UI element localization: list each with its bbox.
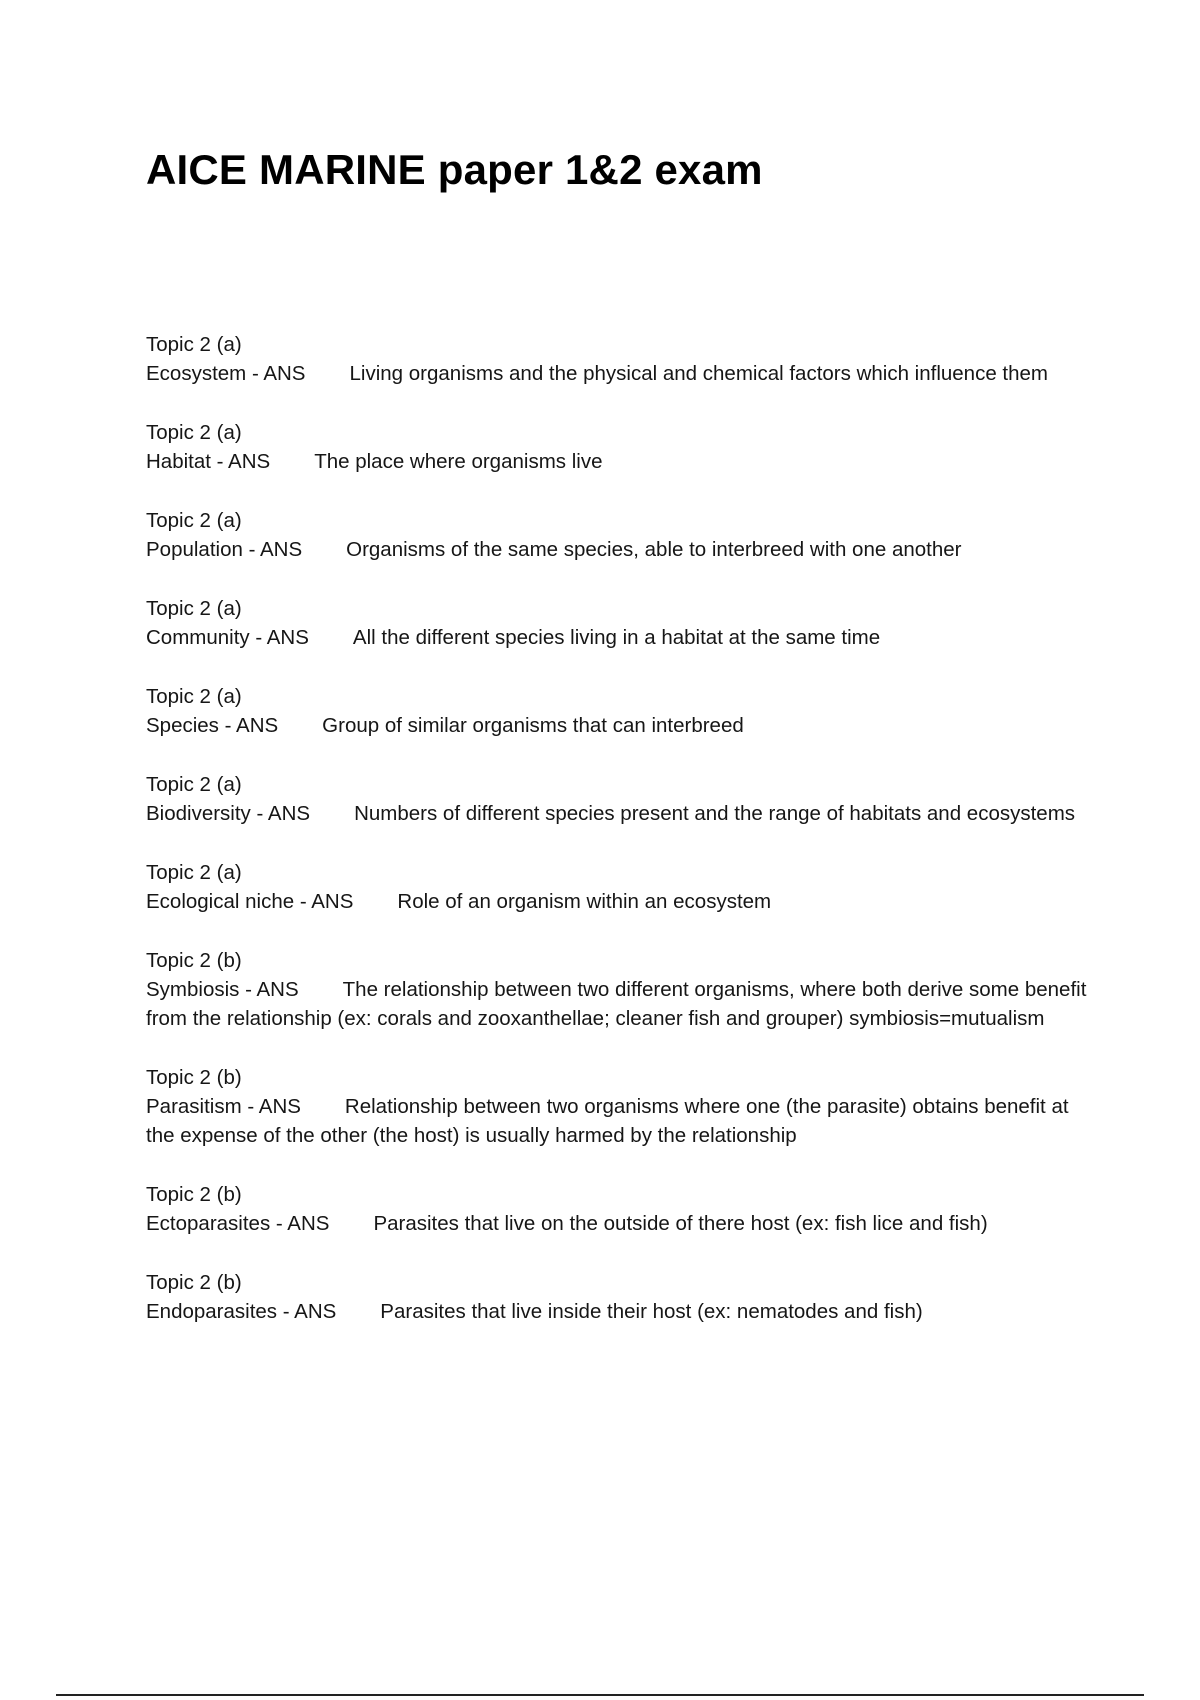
topic-label: Topic 2 (a) (146, 685, 242, 708)
topic-label: Topic 2 (a) (146, 421, 242, 444)
list-item (146, 594, 1096, 652)
page-title: AICE MARINE paper 1&2 exam (146, 146, 763, 193)
term-label: Ecosystem - ANS (146, 362, 306, 385)
definition-text: Group of similar organisms that can interbreed (322, 714, 744, 737)
term-label: Species - ANS (146, 714, 279, 737)
list-item (146, 1180, 1096, 1238)
flashcard-list (146, 330, 1096, 1356)
list-item (146, 946, 1101, 1033)
term-label: Community - ANS (146, 626, 309, 649)
definition-text: Living organisms and the physical and chemical factors which influence them (349, 362, 1049, 385)
definition-text: Parasites that live on the outside of there host (ex: fish lice and fish) (373, 1212, 988, 1235)
list-item (146, 1063, 1091, 1150)
definition-text: Parasites that live inside their host (ex: nematodes and fish) (380, 1300, 923, 1323)
term-label: Parasitism - ANS (146, 1095, 301, 1118)
topic-label: Topic 2 (b) (146, 1066, 242, 1089)
list-item (146, 418, 1096, 476)
term-label: Ecological niche - ANS (146, 890, 354, 913)
term-label: Ectoparasites - ANS (146, 1212, 330, 1235)
term-label: Symbiosis - ANS (146, 978, 299, 1001)
list-item (146, 770, 1096, 828)
topic-label: Topic 2 (b) (146, 1183, 242, 1206)
term-label: Endoparasites - ANS (146, 1300, 337, 1323)
term-label: Habitat - ANS (146, 450, 271, 473)
definition-text: Numbers of different species present and the range of habitats and ecosystems (354, 802, 1076, 825)
list-item (146, 858, 1096, 916)
definition-text: Relationship between two organisms where one (the parasite) obtains benefit at the expense of the other (the host) is usually harmed by the relationship (146, 1095, 1069, 1147)
topic-label: Topic 2 (b) (146, 949, 242, 972)
definition-text: Role of an organism within an ecosystem (397, 890, 772, 913)
topic-label: Topic 2 (a) (146, 597, 242, 620)
list-item (146, 506, 1096, 564)
definition-text: All the different species living in a habitat at the same time (352, 626, 881, 649)
term-label: Biodiversity - ANS (146, 802, 311, 825)
list-item (146, 1268, 1096, 1326)
topic-label: Topic 2 (a) (146, 509, 242, 532)
definition-text: Organisms of the same species, able to interbreed with one another (346, 538, 962, 561)
definition-text: The place where organisms live (314, 450, 603, 473)
list-item (146, 682, 1096, 740)
list-item (146, 330, 1096, 388)
topic-label: Topic 2 (a) (146, 333, 242, 356)
definition-text: The relationship between two different organisms, where both derive some benefit from the relationship (ex: corals and zooxanthellae; cleaner fish and grouper) symbiosis=mutualism (146, 978, 1087, 1030)
term-label: Population - ANS (146, 538, 303, 561)
topic-label: Topic 2 (a) (146, 861, 242, 884)
topic-label: Topic 2 (b) (146, 1271, 242, 1294)
footer-divider (56, 1694, 1144, 1696)
topic-label: Topic 2 (a) (146, 773, 242, 796)
